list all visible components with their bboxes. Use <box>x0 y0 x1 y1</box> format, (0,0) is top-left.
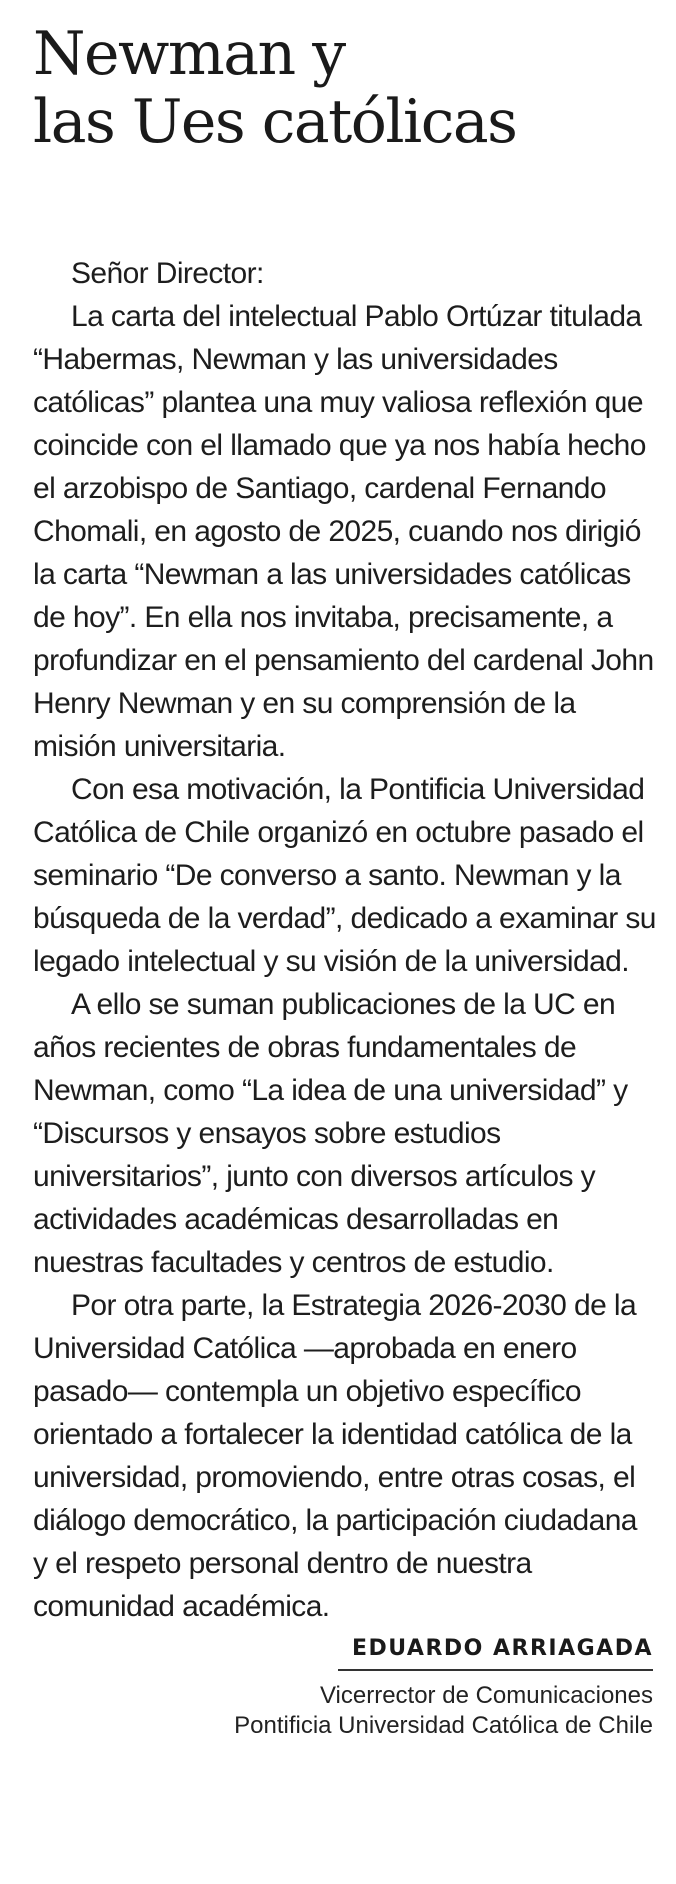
paragraph-3: A ello se suman publicaciones de la UC en años recientes de obras fundamentales de Newman, como “La idea de una universidad” y “Discursos y ensayos sobre estudios universitarios”, junto con diversos artículos y actividades académicas desarrolladas en nuestras facultades y centros de estudio. <box>33 988 628 1279</box>
paragraph-4: Por otra parte, la Estrategia 2026-2030 de la Universidad Católica —aprobada en enero pasado— contempla un objetivo específico orientado a fortalecer la identidad católica de la universidad, promoviendo, entre otras cosas, el diálogo democrático, la participación ciudadana y el respeto personal dentro de nuestra comunidad académica. <box>33 1289 637 1623</box>
author-name: EDUARDO ARRIAGADA <box>338 1636 653 1671</box>
author-title-2: Pontificia Universidad Católica de Chile <box>234 1712 653 1739</box>
headline-line-1: Newman y <box>33 19 345 89</box>
signature-block <box>33 1636 653 1741</box>
headline-line-2: las Ues católicas <box>33 87 517 157</box>
salutation: Señor Director: <box>71 257 264 290</box>
headline <box>33 20 656 156</box>
letter-body <box>33 252 656 1628</box>
paragraph-2: Con esa motivación, la Pontificia Universidad Católica de Chile organizó en octubre pasado el seminario “De converso a santo. Newman y la búsqueda de la verdad”, dedicado a examinar su legado intelectual y su visión de la universidad. <box>33 773 656 978</box>
author-title-1: Vicerrector de Comunicaciones <box>319 1682 653 1709</box>
paragraph-1: La carta del intelectual Pablo Ortúzar titulada “Habermas, Newman y las universidades católicas” plantea una muy valiosa reflexión que coincide con el llamado que ya nos había hecho el arzobispo de Santiago, cardenal Fernando Chomali, en agosto de 2025, cuando nos dirigió la carta “Newman a las universidades católicas de hoy”. En ella nos invitaba, precisamente, a profundizar en el pensamiento del cardenal John Henry Newman y en su comprensión de la misión universitaria. <box>33 300 654 763</box>
